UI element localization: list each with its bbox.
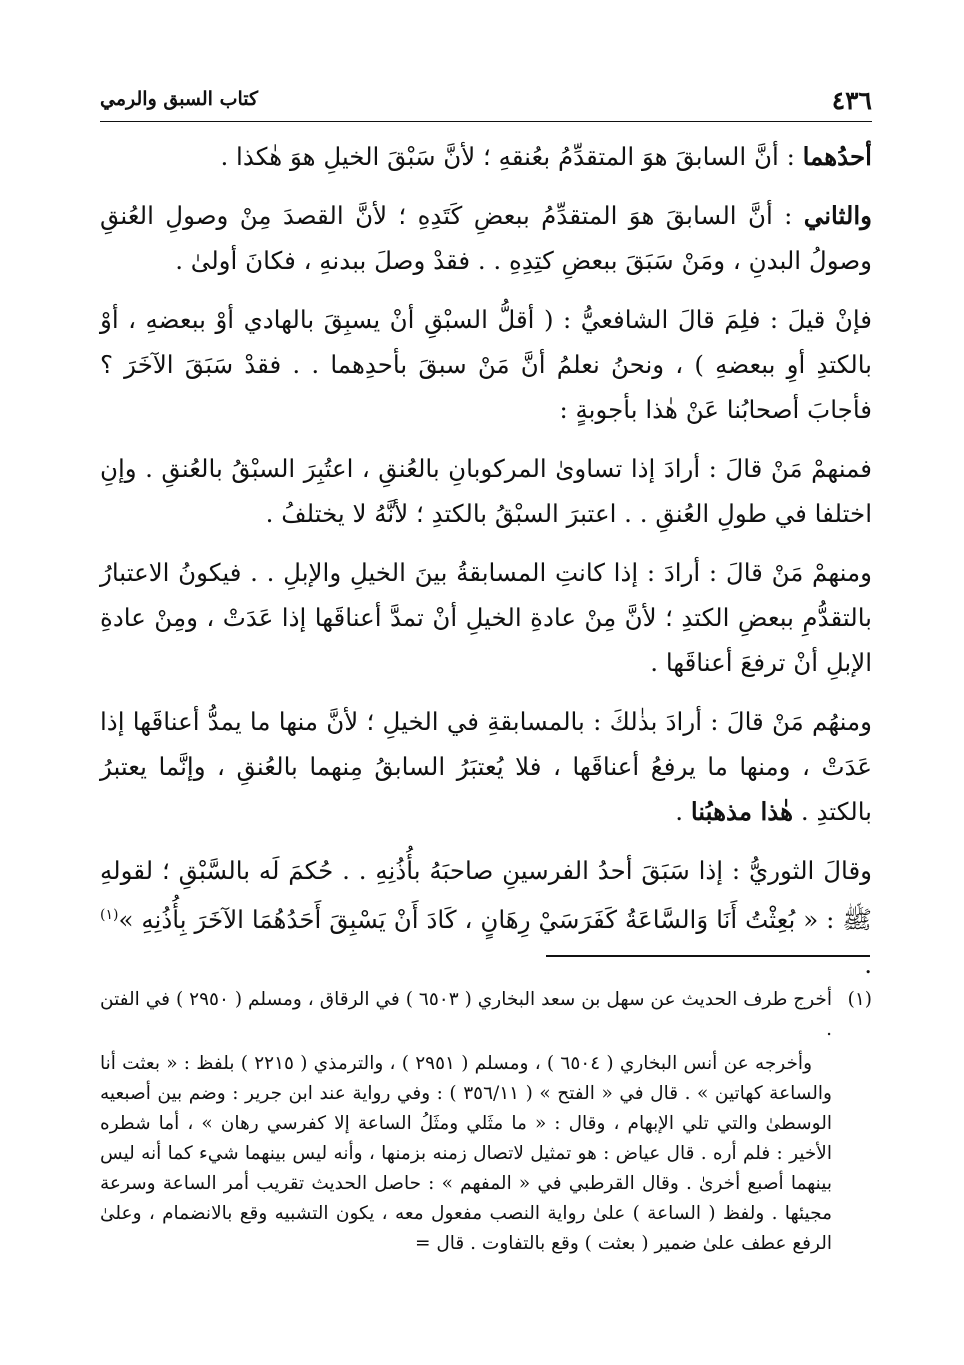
header-rule — [100, 121, 872, 122]
paragraph-lead: أحدُهما — [802, 142, 872, 171]
paragraph-text: ومنهُم مَنْ قالَ : أرادَ بذٰلكَ : بالمسابقةِ في الخيلِ ؛ لأنَّ منها ما يمدُّ أعناقَها إذا عَدَتْ ، ومنها ما يرفعُ أعناقَها ، فلا يُعتبَرُ السابقُ مِنهما بالعُنقِ ، وإنَّما يعتبرُ بالكتدِ . — [100, 707, 872, 826]
page-number: ٤٣٦ — [831, 86, 872, 115]
paragraph-text: : أنَّ السابقَ هوَ المتقدِّمُ بعُنقهِ ؛ لأنَّ سَبْقَ الخيلِ هوَ هٰكذا . — [220, 142, 803, 171]
main-text — [100, 134, 872, 987]
paragraph-3: فإنْ قيلَ : فلِمَ قالَ الشافعيُّ : ( أقلُّ السبْقِ أنْ يسبِقَ بالهادي أوْ ببعضهِ ، أوْ بالكتدِ أوِ ببعضهِ ) ، ونحنُ نعلمُ أنَّ مَنْ سبقَ بأحدِهما . . فقدْ سَبَقَ الآخَرَ ؟ فأجابَ أصحابُنا عَنْ هٰذا بأجوبةٍ : — [100, 305, 872, 424]
paragraph-end: . — [864, 950, 872, 980]
page-header — [100, 84, 872, 120]
footnote-reference[interactable]: (١) — [100, 907, 119, 923]
running-title: كتاب السبق والرمي — [100, 88, 259, 110]
paragraph-4: فمنهمْ مَنْ قالَ : أرادَ إذا تساوىٰ المركوبانِ بالعُنقِ ، اعتُبِرَ السبْقُ بالعُنقِ . وإنِ اختلفا في طولِ العُنقِ . . اعتبرَ السبْقُ بالكتدِ ؛ لأنَّهُ لا يختلفُ . — [100, 454, 872, 528]
footnotes — [100, 985, 872, 1259]
footnote-1 — [100, 985, 872, 1259]
paragraph-text: وقالَ الثوريُّ : إذا سَبَقَ أحدُ الفرسينِ صاحبَهُ بأُذُنِهِ . . حُكمَ لَه بالسَّبْقِ ؛ لقولهِ ﷺ : « بُعِثْتُ أَنَا وَالسَّاعَةُ كَفَرَسَيْ رِهَانٍ ، كَادَ أَنْ يَسْبِقَ أَحَدُهُمَا الآخَرَ بِأُذُنِهِ » — [100, 856, 872, 935]
paragraph-bold-tail: هٰذا مذهبُنا — [690, 797, 794, 826]
footnote-marker: (١) — [847, 989, 872, 1010]
footnote-separator — [546, 955, 870, 957]
footnote-paragraph: وأخرجه عن أنس البخاري ( ٦٥٠٤ ) ، ومسلم ( ٢٩٥١ ) ، والترمذي ( ٢٢١٥ ) بلفظ : « بعثت أنا والساعة كهاتين » . قال في « الفتح » ( ٣٥٦/١١ ) : وفي رواية عند ابن جرير : وضم بين أصبعيه الوسطىٰ والتي تلي الإبهام ، وقال : « ما مثَلي ومثَلُ الساعة إلا كفرسي رهان » ، أما شطره الأخير : فلم أره . قال عياض : هو تمثيل لاتصال زمنه بزمنها ، وأنه ليس بينهما شيء كما أنه ليس بينهما أصبع أخرىٰ . وقال القرطبي في « المفهم » : حاصل الحديث تقريب أمر الساعة وسرعة مجيئها . ولفظ ( الساعة ) علىٰ رواية النصب مفعول معه ، يكون التشبيه وقع بالانضمام ، وعلىٰ الرفع عطف علىٰ ضمير ( بعثت ) وقع بالتفاوت . قال = — [100, 1053, 832, 1254]
paragraph-1 — [100, 134, 872, 179]
footnote-line: أخرج طرف الحديث عن سهل بن سعد البخاري ( ٦٥٠٣ ) في الرقاق ، ومسلم ( ٢٩٥٠ ) في الفتن . — [100, 989, 832, 1040]
paragraph-text: : أنَّ السابقَ هوَ المتقدِّمُ ببعضِ كَتَدِهِ ؛ لأنَّ القصدَ مِنْ وصولِ العُنقِ وصولُ البدنِ ، ومَنْ سَبَقَ ببعضِ كتِدِهِ . . فقدْ وصلَ ببدنهِ ، فكانَ أولىٰ . — [100, 201, 872, 275]
paragraph-2 — [100, 193, 872, 283]
paragraph-5: ومنهمْ مَنْ قالَ : أرادَ : إذا كانتِ المسابقةُ بينَ الخيلِ والإبلِ . . فيكونُ الاعتبارُ بالتقدُّمِ ببعضِ الكتدِ ؛ لأنَّ مِنْ عادةِ الخيلِ أنْ تمدَّ أعناقَها إذا عَدَتْ ، ومِنْ عادةِ الإبلِ أنْ ترفعَ أعناقَها . — [100, 558, 872, 677]
paragraph-lead: والثاني — [803, 201, 872, 230]
paragraph-tail-end: . — [675, 797, 691, 826]
paragraph-6 — [100, 699, 872, 834]
paragraph-7 — [100, 848, 872, 987]
footnote-body — [100, 985, 832, 1259]
